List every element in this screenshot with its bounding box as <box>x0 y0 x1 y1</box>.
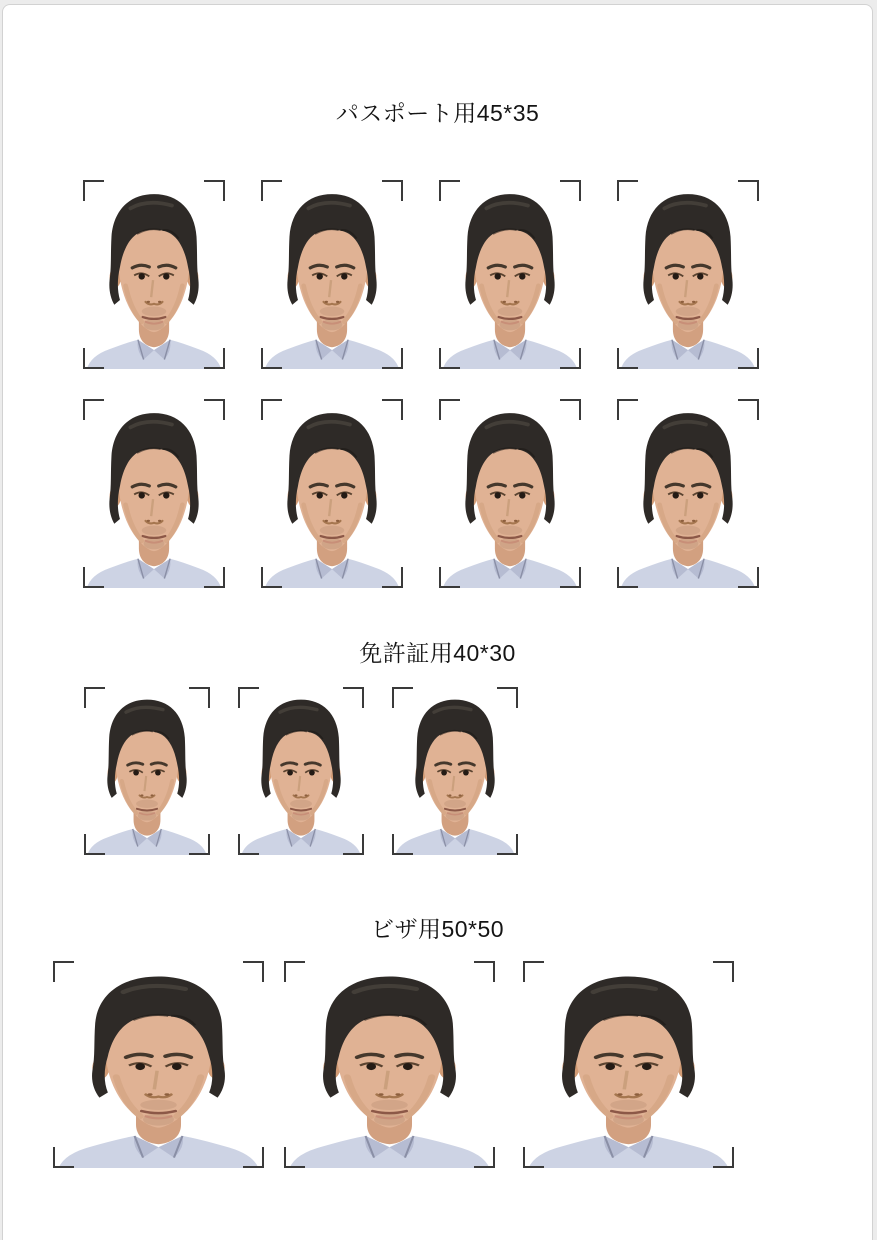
photo-frame-passport-2 <box>261 180 403 369</box>
id-photo-portrait <box>617 399 759 588</box>
id-photo-portrait <box>261 399 403 588</box>
crop-mark-top-right-icon <box>343 687 364 708</box>
id-photo-portrait <box>523 961 734 1168</box>
crop-mark-top-right-icon <box>204 399 225 420</box>
crop-mark-bottom-left-icon <box>53 1147 74 1168</box>
crop-mark-bottom-left-icon <box>523 1147 544 1168</box>
id-photo-portrait <box>84 687 210 855</box>
section-title-visa: ビザ用50*50 <box>370 916 505 942</box>
crop-mark-top-right-icon <box>243 961 264 982</box>
crop-mark-top-right-icon <box>382 180 403 201</box>
crop-mark-top-left-icon <box>439 399 460 420</box>
id-photo-portrait <box>284 961 495 1168</box>
crop-mark-top-left-icon <box>83 399 104 420</box>
crop-mark-top-left-icon <box>53 961 74 982</box>
crop-mark-top-right-icon <box>474 961 495 982</box>
crop-mark-top-left-icon <box>617 399 638 420</box>
crop-mark-bottom-right-icon <box>560 567 581 588</box>
crop-mark-top-right-icon <box>738 399 759 420</box>
photo-frame-visa-3 <box>523 961 734 1168</box>
crop-mark-bottom-right-icon <box>497 834 518 855</box>
crop-mark-bottom-left-icon <box>83 567 104 588</box>
crop-mark-top-left-icon <box>523 961 544 982</box>
crop-mark-bottom-right-icon <box>204 348 225 369</box>
photo-grid-passport <box>83 180 759 588</box>
photo-frame-passport-8 <box>617 399 759 588</box>
photo-frame-visa-1 <box>53 961 264 1168</box>
crop-mark-bottom-right-icon <box>738 348 759 369</box>
photo-frame-license-1 <box>84 687 210 855</box>
section-title-passport: パスポート用45*35 <box>335 100 540 126</box>
crop-mark-bottom-left-icon <box>284 1147 305 1168</box>
crop-mark-top-right-icon <box>738 180 759 201</box>
crop-mark-top-left-icon <box>617 180 638 201</box>
crop-mark-bottom-left-icon <box>238 834 259 855</box>
id-photo-portrait <box>392 687 518 855</box>
id-photo-portrait <box>238 687 364 855</box>
crop-mark-bottom-right-icon <box>738 567 759 588</box>
photo-frame-passport-3 <box>439 180 581 369</box>
id-photo-portrait <box>83 180 225 369</box>
crop-mark-bottom-left-icon <box>617 567 638 588</box>
id-photo-portrait <box>439 180 581 369</box>
crop-mark-bottom-right-icon <box>382 348 403 369</box>
crop-mark-bottom-left-icon <box>439 567 460 588</box>
crop-mark-bottom-right-icon <box>474 1147 495 1168</box>
id-photo-portrait <box>261 180 403 369</box>
crop-mark-bottom-left-icon <box>439 348 460 369</box>
crop-mark-bottom-left-icon <box>261 348 282 369</box>
photo-grid-license <box>84 687 518 855</box>
photo-frame-passport-6 <box>261 399 403 588</box>
crop-mark-top-right-icon <box>713 961 734 982</box>
crop-mark-top-left-icon <box>261 180 282 201</box>
id-photo-portrait <box>83 399 225 588</box>
crop-mark-top-left-icon <box>83 180 104 201</box>
photo-frame-passport-4 <box>617 180 759 369</box>
crop-mark-bottom-left-icon <box>83 348 104 369</box>
section-title-license: 免許証用40*30 <box>359 640 516 666</box>
photo-frame-license-2 <box>238 687 364 855</box>
crop-mark-top-right-icon <box>560 399 581 420</box>
crop-mark-bottom-right-icon <box>560 348 581 369</box>
crop-mark-bottom-right-icon <box>382 567 403 588</box>
crop-mark-top-left-icon <box>392 687 413 708</box>
crop-mark-top-left-icon <box>261 399 282 420</box>
photo-frame-passport-7 <box>439 399 581 588</box>
crop-mark-bottom-right-icon <box>189 834 210 855</box>
crop-mark-bottom-right-icon <box>243 1147 264 1168</box>
photo-grid-visa <box>53 961 734 1168</box>
photo-frame-visa-2 <box>284 961 495 1168</box>
photo-frame-passport-5 <box>83 399 225 588</box>
crop-mark-top-left-icon <box>439 180 460 201</box>
id-photo-portrait <box>53 961 264 1168</box>
crop-mark-top-right-icon <box>189 687 210 708</box>
crop-mark-top-right-icon <box>560 180 581 201</box>
photo-frame-license-3 <box>392 687 518 855</box>
crop-mark-top-left-icon <box>284 961 305 982</box>
crop-mark-bottom-right-icon <box>343 834 364 855</box>
photo-frame-passport-1 <box>83 180 225 369</box>
crop-mark-top-right-icon <box>382 399 403 420</box>
crop-mark-top-left-icon <box>238 687 259 708</box>
crop-mark-bottom-left-icon <box>261 567 282 588</box>
crop-mark-bottom-left-icon <box>617 348 638 369</box>
crop-mark-top-right-icon <box>204 180 225 201</box>
crop-mark-bottom-left-icon <box>84 834 105 855</box>
crop-mark-bottom-right-icon <box>713 1147 734 1168</box>
crop-mark-bottom-right-icon <box>204 567 225 588</box>
crop-mark-bottom-left-icon <box>392 834 413 855</box>
id-photo-portrait <box>439 399 581 588</box>
crop-mark-top-left-icon <box>84 687 105 708</box>
id-photo-portrait <box>617 180 759 369</box>
crop-mark-top-right-icon <box>497 687 518 708</box>
id-photo-print-sheet <box>2 4 873 1240</box>
